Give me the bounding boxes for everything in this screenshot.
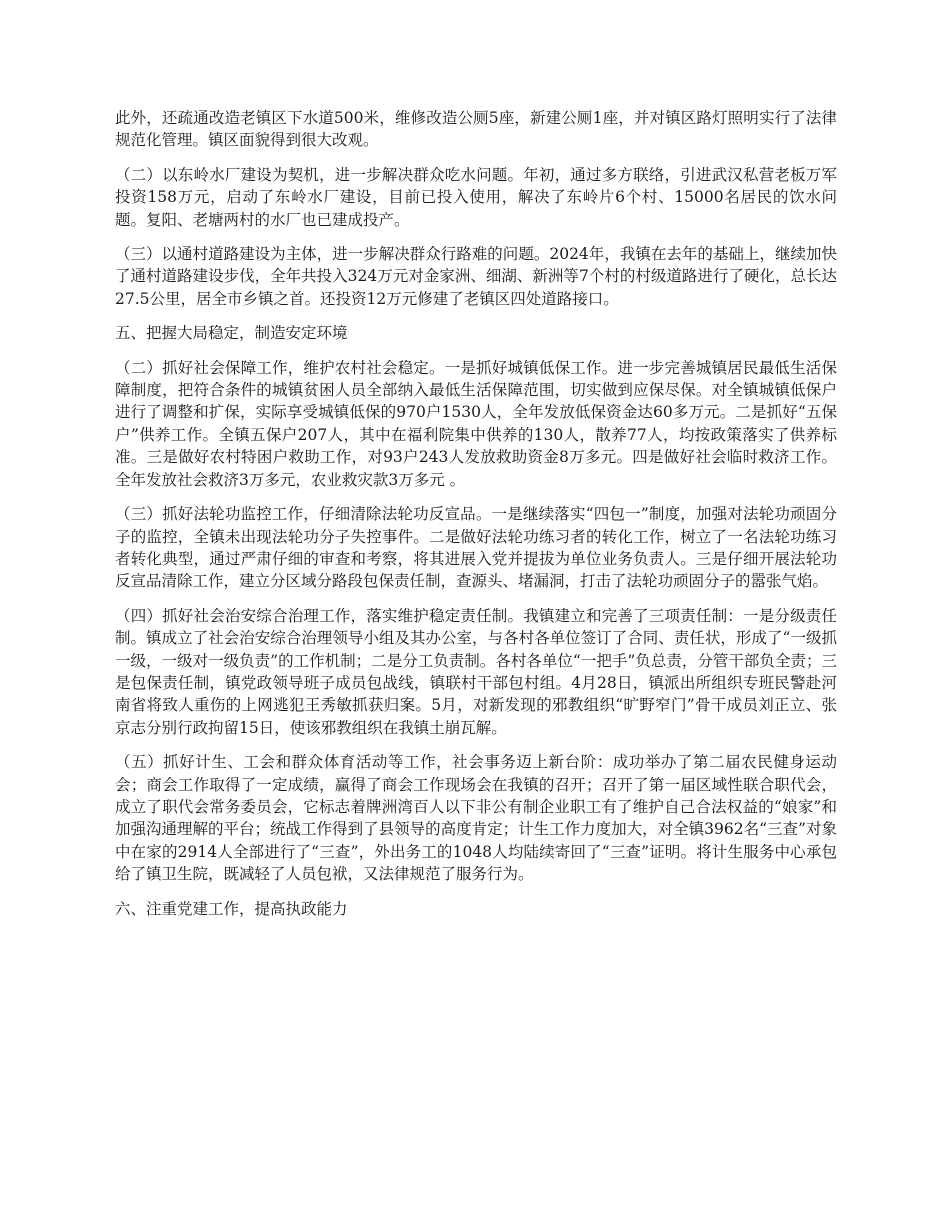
paragraph-monitoring-work: （三）抓好法轮功监控工作，仔细清除法轮功反宣品。一是继续落实“四包一”制度，加强对法轮功顽固分子的监控，全镇未出现法轮功分子失控事件。二是做好法轮功练习者的转化工作，树立了一名法轮功练习者转化典型，通过严肃仔细的审查和考察，将其进展入党并提拔为单位业务负责人。三是仔细开展法轮功反宣品清除工作，建立分区域分路段包保责任制，查源头、堵漏洞，打击了法轮功顽固分子的嚣张气焰。 (115, 505, 837, 591)
document-body (115, 107, 837, 932)
section-heading-stability: 五、把握大局稳定，制造安定环境 (115, 324, 348, 343)
paragraph-sewer-renovation: 此外，还疏通改造老镇区下水道500米，维修改造公厕5座，新建公厕1座，并对镇区路灯照明实行了法律规范化管理。镇区面貌得到很大改观。 (115, 109, 837, 150)
paragraph-village-roads: （三）以通村道路建设为主体，进一步解决群众行路难的问题。2024年，我镇在去年的基础上，继续加快了通村道路建设步伐，全年共投入324万元对金家洲、细湖、新洲等7个村的村级道路进行了硬化，总长达27.5公里，居全市乡镇之首。还投资12万元修建了老镇区四处道路接口。 (115, 245, 837, 308)
section-heading-party-building: 六、注重党建工作，提高执政能力 (115, 899, 348, 918)
paragraph-public-security: （四）抓好社会治安综合治理工作，落实维护稳定责任制。我镇建立和完善了三项责任制：一是分级责任制。镇成立了社会治安综合治理领导小组及其办公室，与各村各单位签订了合同、责任状，形成了“一级抓一级，一级对一级负责”的工作机制；二是分工负责制。各村各单位“一把手”负总责，分管干部负全责；三是包保责任制，镇党政领导班子成员包战线，镇联村干部包村组。4月28日，镇派出所组织专班民警赴河南省将致人重伤的上网逃犯王秀敏抓获归案。5月，对新发现的邪教组织“旷野窄门”骨干成员刘正立、张京志分别行政拘留15日，使该邪教组织在我镇土崩瓦解。 (115, 606, 837, 737)
paragraph-social-security: （二）抓好社会保障工作，维护农村社会稳定。一是抓好城镇低保工作。进一步完善城镇居民最低生活保障制度，把符合条件的城镇贫困人员全部纳入最低生活保障范围，切实做到应保尽保。对全镇城镇低保户进行了调整和扩保，实际享受城镇低保的970户1530人，全年发放低保资金达60多万元。二是抓好“五保户”供养工作。全镇五保户207人，其中在福利院集中供养的130人，散养77人，均按政策落实了供养标准。三是做好农村特困户救助工作，对93户243人发放救助资金8万多元。四是做好社会临时救济工作。全年发放社会救济3万多元，农业救灾款3万多元 。 (115, 358, 837, 489)
paragraph-water-plant: （二）以东岭水厂建设为契机，进一步解决群众吃水问题。年初，通过多方联络，引进武汉私营老板万军投资158万元，启动了东岭水厂建设，目前已投入使用，解决了东岭片6个村、15000名居民的饮水问题。复阳、老塘两村的水厂也已建成投产。 (115, 165, 837, 229)
paragraph-social-affairs: （五）抓好计生、工会和群众体育活动等工作，社会事务迈上新台阶：成功举办了第二届农民健身运动会；商会工作取得了一定成绩，赢得了商会工作现场会在我镇的召开；召开了第一届区域性联合职代会，成立了职代会常务委员会，它标志着牌洲湾百人以下非公有制企业职工有了维护自己合法权益的“娘家”和加强沟通理解的平台；统战工作得到了县领导的高度肯定；计生工作力度加大，对全镇3962名“三查”对象中在家的2914人全部进行了“三查”，外出务工的1048人均陆续寄回了“三查”证明。将计生服务中心承包给了镇卫生院，既减轻了人员包袱，又法律规范了服务行为。 (115, 753, 837, 884)
